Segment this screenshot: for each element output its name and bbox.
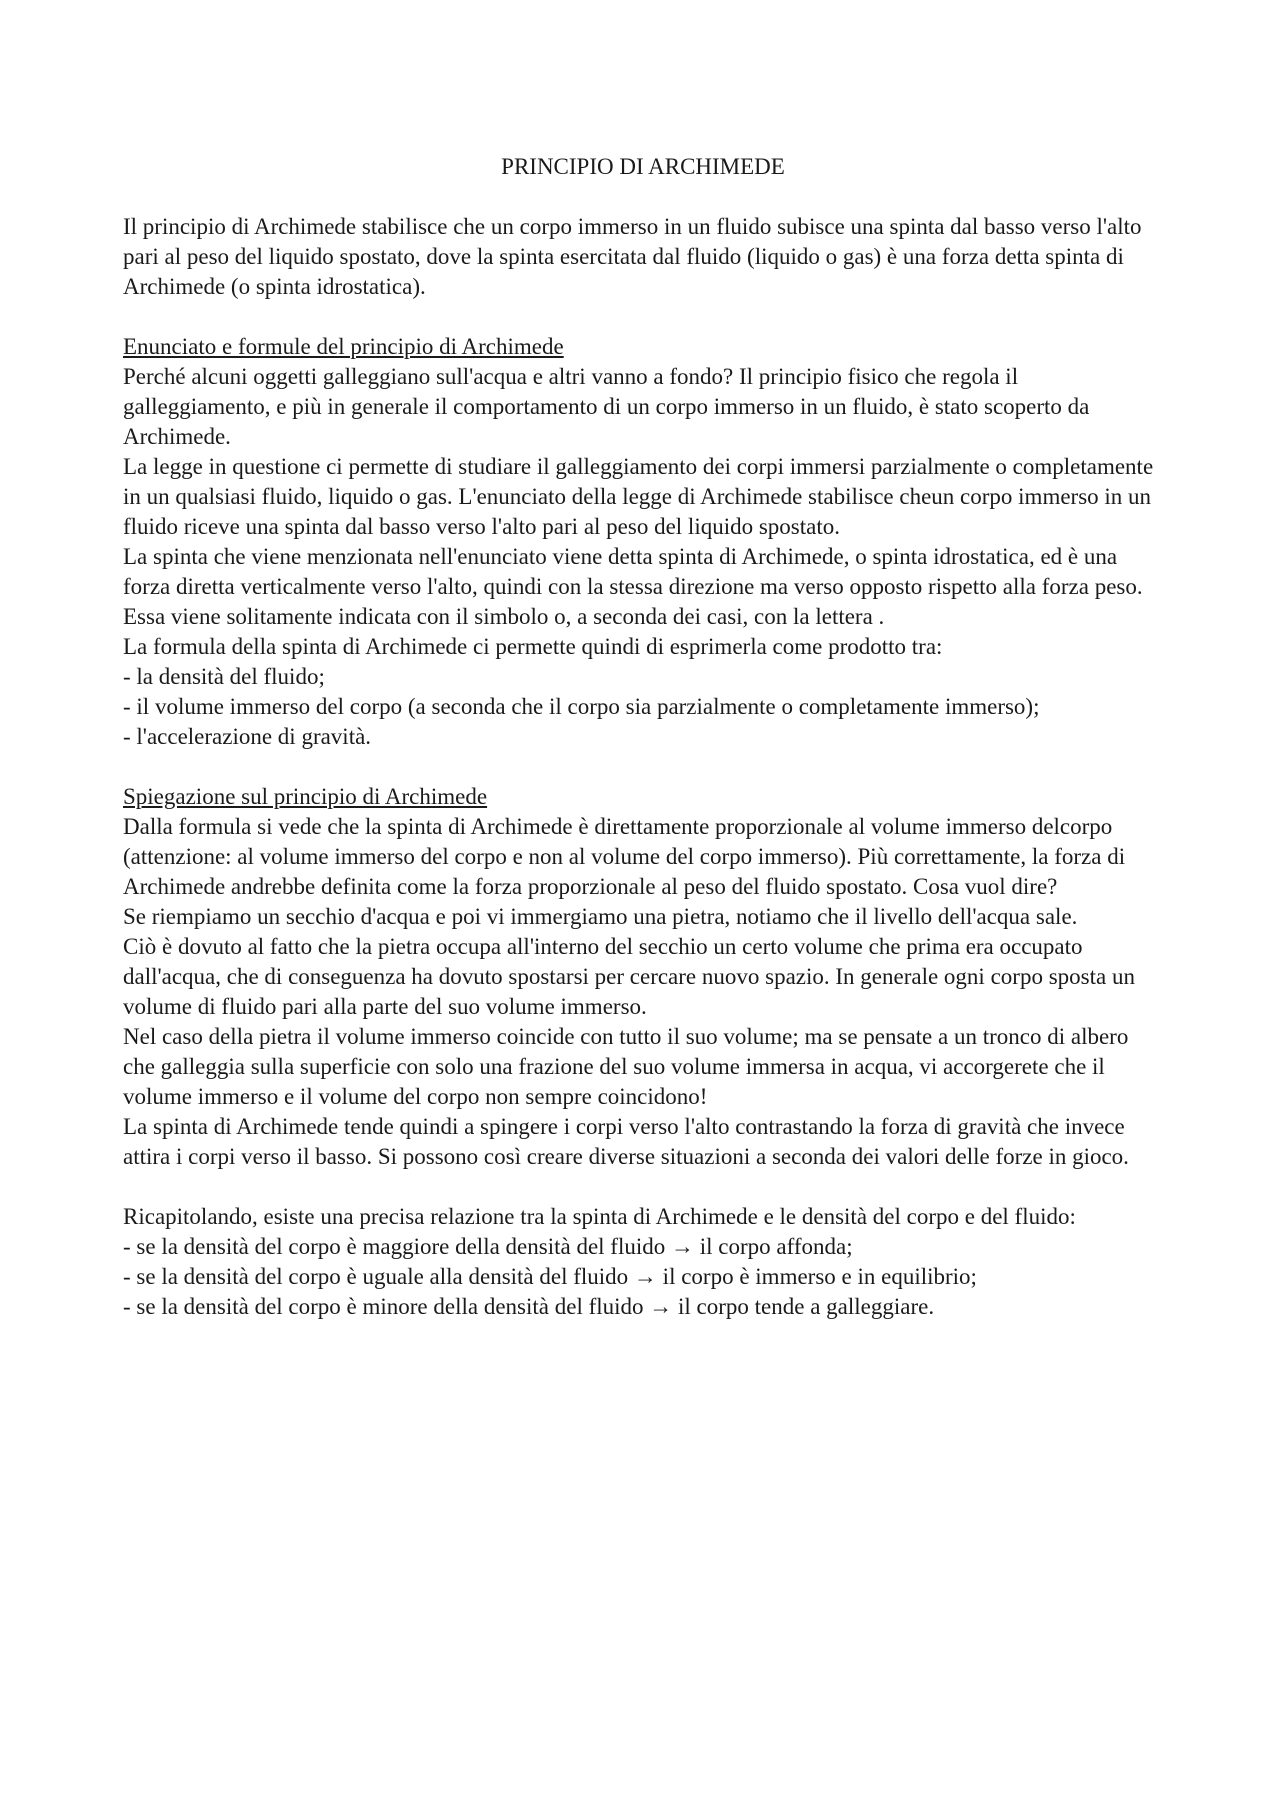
paragraph: La spinta di Archimede tende quindi a spingere i corpi verso l'alto contrastando la forza di gravità che invece attira i corpi verso il basso. Si possono così creare diverse situazioni a seconda dei valori delle forze in gioco. — [123, 1114, 1129, 1169]
section-heading-enunciato: Enunciato e formule del principio di Archimede — [123, 334, 564, 359]
list-item: - se la densità del corpo è minore della densità del fluido → il corpo tende a galleggiare. — [123, 1294, 935, 1319]
spacer — [123, 752, 1163, 782]
document-title: PRINCIPIO DI ARCHIMEDE — [501, 154, 785, 179]
summary-paragraph: Ricapitolando, esiste una precisa relazione tra la spinta di Archimede e le densità del corpo e del fluido: — [123, 1204, 1076, 1229]
document-body — [123, 152, 1163, 1322]
paragraph: Perché alcuni oggetti galleggiano sull'acqua e altri vanno a fondo? Il principio fisico che regola il galleggiamento, e più in generale il comportamento di un corpo immerso in un fluido, è stato scoperto da Archimede. — [123, 364, 1090, 449]
section-heading-spiegazione: Spiegazione sul principio di Archimede — [123, 784, 488, 809]
paragraph: Nel caso della pietra il volume immerso coincide con tutto il suo volume; ma se pensate a un tronco di albero che galleggia sulla superficie con solo una frazione del suo volume immersa in acqua, vi accorgerete che il volume immerso e il volume del corpo non sempre coincidono! — [123, 1024, 1129, 1109]
list-item: - il volume immerso del corpo (a seconda che il corpo sia parzialmente o completamente immerso); — [123, 694, 1040, 719]
paragraph: La legge in questione ci permette di studiare il galleggiamento dei corpi immersi parzialmente o completamente in un qualsiasi fluido, liquido o gas. L'enunciato della legge di Archimede stabilisce cheun corpo immerso in un fluido riceve una spinta dal basso verso l'alto pari al peso del liquido spostato. — [123, 454, 1154, 539]
list-item: - se la densità del corpo è maggiore della densità del fluido → il corpo affonda; — [123, 1234, 853, 1259]
paragraph: Ciò è dovuto al fatto che la pietra occupa all'interno del secchio un certo volume che prima era occupato dall'acqua, che di conseguenza ha dovuto spostarsi per cercare nuovo spazio. In generale ogni corpo sposta un volume di fluido pari alla parte del suo volume immerso. — [123, 934, 1135, 1019]
paragraph: La formula della spinta di Archimede ci permette quindi di esprimerla come prodotto tra: — [123, 634, 943, 659]
paragraph: Dalla formula si vede che la spinta di Archimede è direttamente proporzionale al volume immerso delcorpo (attenzione: al volume immerso del corpo e non al volume del corpo immerso). Più correttamente, la forza di Archimede andrebbe definita come la forza proporzionale al peso del fluido spostato. Cosa vuol dire? — [123, 814, 1126, 899]
paragraph: Se riempiamo un secchio d'acqua e poi vi immergiamo una pietra, notiamo che il livello dell'acqua sale. — [123, 904, 1078, 929]
paragraph: La spinta che viene menzionata nell'enunciato viene detta spinta di Archimede, o spinta idrostatica, ed è una forza diretta verticalmente verso l'alto, quindi con la stessa direzione ma verso opposto rispetto alla forza peso. Essa viene solitamente indicata con il simbolo o, a seconda dei casi, con la lettera . — [123, 544, 1143, 629]
list-item: - l'accelerazione di gravità. — [123, 724, 372, 749]
list-item: - se la densità del corpo è uguale alla densità del fluido → il corpo è immerso e in equilibrio; — [123, 1264, 977, 1289]
spacer — [123, 302, 1163, 332]
list-item: - la densità del fluido; — [123, 664, 325, 689]
spacer — [123, 1172, 1163, 1202]
intro-paragraph: Il principio di Archimede stabilisce che un corpo immerso in un fluido subisce una spinta dal basso verso l'alto pari al peso del liquido spostato, dove la spinta esercitata dal fluido (liquido o gas) è una forza detta spinta di Archimede (o spinta idrostatica). — [123, 214, 1142, 299]
